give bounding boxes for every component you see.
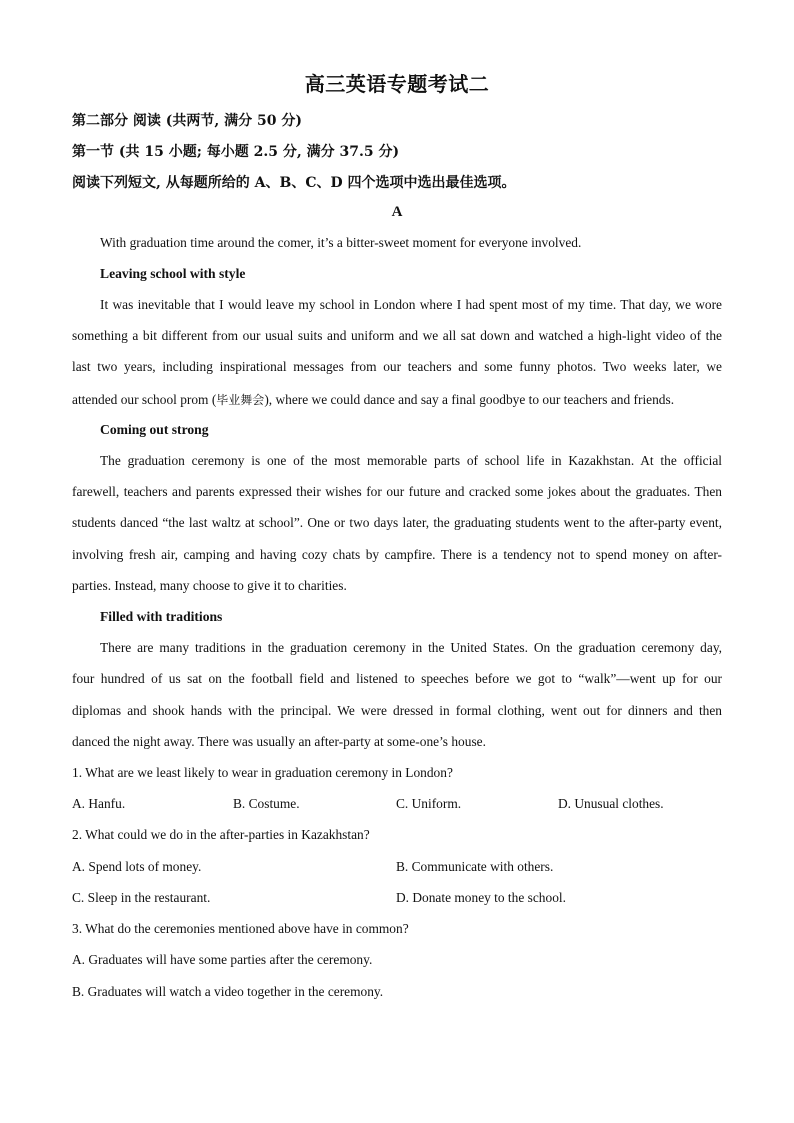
paragraph-line: farewell, teachers and parents expressed their wishes for our future and cracked some jokes about the graduates. Then [72, 484, 722, 499]
question-option: A. Graduates will have some parties after the ceremony. [72, 952, 373, 967]
passage-label: A [391, 204, 403, 220]
exam-title: 高三英语专题考试二 [304, 72, 490, 96]
question-option: B. Costume. [233, 796, 300, 811]
paragraph-line: danced the night away. There was usually an after-party at some-one’s house. [72, 734, 486, 749]
paragraph-line: four hundred of us sat on the football field and listened to speeches before we got to “walk”—went up for our [72, 671, 722, 686]
section-heading-london: Leaving school with style [100, 266, 246, 281]
line-text: attended our school prom ( [72, 392, 217, 407]
question-option: A. Spend lots of money. [72, 859, 202, 874]
question-option: A. Hanfu. [72, 796, 126, 811]
paragraph-line: something a bit different from our usual suits and uniform and we all sat down and watched a high-light video of the [72, 328, 722, 343]
paragraph-line: It was inevitable that I would leave my school in London where I had spent most of my time. That day, we wore [100, 297, 722, 312]
question-option: C. Sleep in the restaurant. [72, 890, 211, 905]
paragraph-line [72, 391, 722, 408]
paragraph-line: parties. Instead, many choose to give it to charities. [72, 578, 347, 593]
paragraph-line: The graduation ceremony is one of the most memorable parts of school life in Kazakhstan. At the official [100, 453, 722, 468]
question-option: D. Unusual clothes. [558, 796, 664, 811]
line-text: ), where we could dance and say a final goodbye to our teachers and friends. [264, 392, 675, 407]
paragraph-line: involving fresh air, camping and having cozy chats by campfire. There is a tendency not to spend money on after- [72, 547, 722, 562]
paragraph-line: students danced “the last waltz at school”. One or two days later, the graduating students went to the after-party event, [72, 515, 722, 530]
part-header: 第一节 (共 15 小题; 每小题 2.5 分, 满分 37.5 分) [72, 144, 400, 160]
paragraph-line: last two years, including inspirational messages from our teachers and some funny photos. Two weeks later, we [72, 359, 722, 374]
question-option: C. Uniform. [396, 796, 462, 811]
paragraph-line: There are many traditions in the graduation ceremony in the United States. On the graduation ceremony day, [100, 640, 722, 655]
passage-intro: With graduation time around the comer, it’s a bitter-sweet moment for everyone involved. [100, 235, 582, 250]
instruction-text: 阅读下列短文, 从每题所给的 A、B、C、D 四个选项中选出最佳选项。 [72, 175, 516, 191]
question-stem: 2. What could we do in the after-parties in Kazakhstan? [72, 827, 370, 842]
chinese-gloss: 毕业舞会 [216, 393, 265, 407]
question-stem: 3. What do the ceremonies mentioned above have in common? [72, 921, 409, 936]
paragraph-line: diplomas and shook hands with the principal. We were dressed in formal clothing, went out for dinners and then [72, 703, 722, 718]
section-header: 第二部分 阅读 (共两节, 满分 50 分) [72, 113, 302, 129]
section-heading-kazakhstan: Coming out strong [100, 422, 209, 437]
question-stem: 1. What are we least likely to wear in graduation ceremony in London? [72, 765, 453, 780]
section-heading-us: Filled with traditions [100, 609, 223, 624]
question-option: D. Donate money to the school. [396, 890, 566, 905]
question-option: B. Graduates will watch a video together in the ceremony. [72, 984, 384, 999]
question-option: B. Communicate with others. [396, 859, 554, 874]
